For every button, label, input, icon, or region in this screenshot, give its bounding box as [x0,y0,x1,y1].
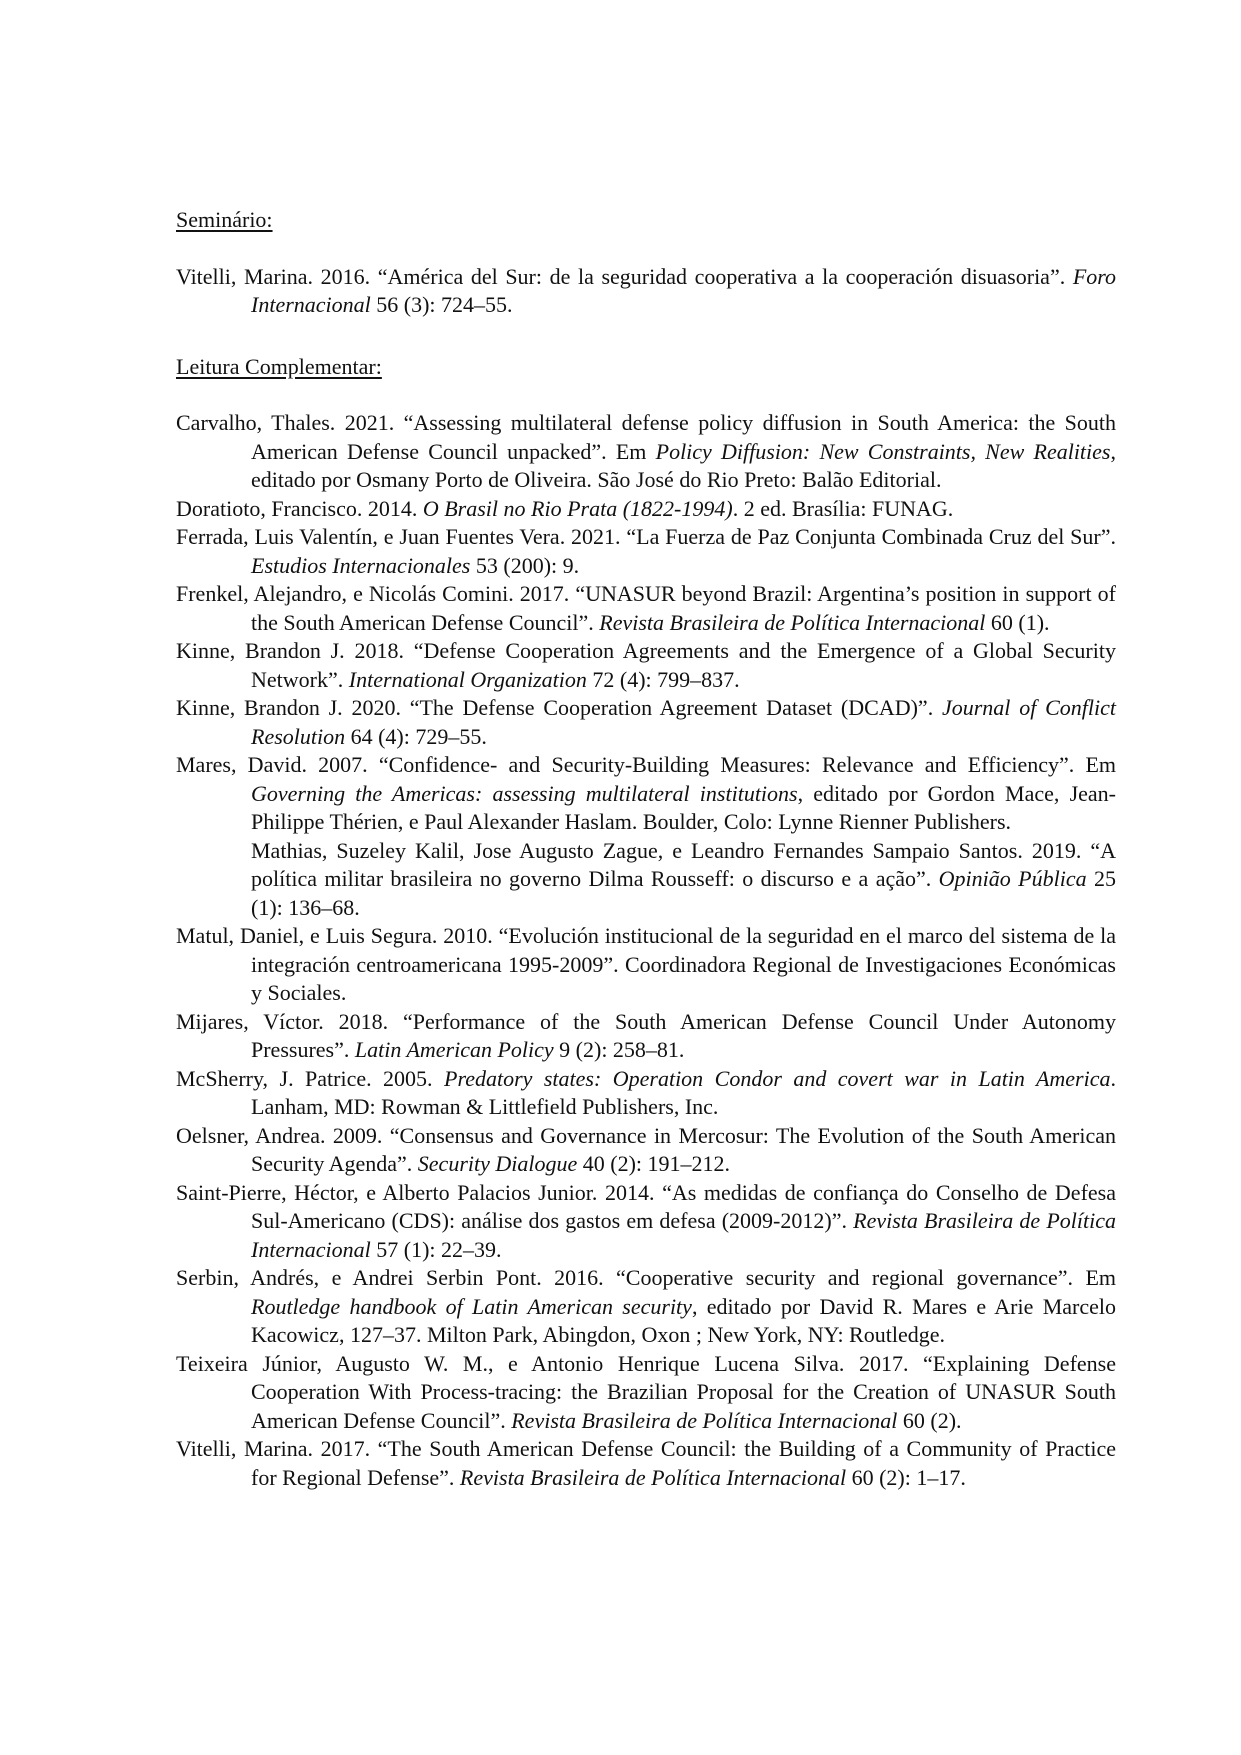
reference-list-leitura-complementar [176,409,1116,1492]
reference-item: Vitelli, Marina. 2016. “América del Sur: de la seguridad cooperativa a la cooperación disuasoria”. Foro Internacional 56 (3): 724–55. [176,263,1116,317]
reference-item: Kinne, Brandon J. 2018. “Defense Cooperation Agreements and the Emergence of a Global Security Network”. International Organization 72 (4): 799–837. [176,638,1116,692]
reference-item: Mijares, Víctor. 2018. “Performance of the South American Defense Council Under Autonomy Pressures”. Latin American Policy 9 (2): 258–81. [176,1008,1116,1062]
reference-list-seminario [176,263,1116,320]
section-heading-seminario: Seminário: [176,207,273,232]
reference-item: Serbin, Andrés, e Andrei Serbin Pont. 2016. “Cooperative security and regional governance”. Em Routledge handbook of Latin American security, editado por David R. Mares e Arie Marcelo Kacowicz, 127–37. Milton Park, Abingdon, Oxon ; New York, NY: Routledge. [176,1265,1116,1347]
reference-item: Carvalho, Thales. 2021. “Assessing multilateral defense policy diffusion in South America: the South American Defense Council unpacked”. Em Policy Diffusion: New Constraints, New Realities, editado por Osmany Porto de Oliveira. São José do Rio Preto: Balão Editorial. [176,410,1116,492]
section-heading-leitura-complementar: Leitura Complementar: [176,353,382,379]
reference-item: Mares, David. 2007. “Confidence- and Security-Building Measures: Relevance and Efficiency”. Em Governing the Americas: assessing multilateral institutions, editado por Gordon Mace, Jean-Philippe Thérien, e Paul Alexander Haslam. Boulder, Colo: Lynne Rienner Publishers. [176,752,1116,834]
reference-item: Saint-Pierre, Héctor, e Alberto Palacios Junior. 2014. “As medidas de confiança do Conselho de Defesa Sul-Americano (CDS): análise dos gastos em defesa (2009-2012)”. Revista Brasileira de Política Internacional 57 (1): 22–39. [176,1179,1116,1262]
reference-item: Ferrada, Luis Valentín, e Juan Fuentes Vera. 2021. “La Fuerza de Paz Conjunta Combinada Cruz del Sur”. Estudios Internacionales 53 (200): 9. [176,524,1116,578]
reference-item: Kinne, Brandon J. 2020. “The Defense Cooperation Agreement Dataset (DCAD)”. Journal of Conflict Resolution 64 (4): 729–55. [176,695,1116,749]
reference-item: Oelsner, Andrea. 2009. “Consensus and Governance in Mercosur: The Evolution of the South American Security Agenda”. Security Dialogue 40 (2): 191–212. [176,1122,1116,1176]
reference-item: McSherry, J. Patrice. 2005. Predatory states: Operation Condor and covert war in Latin America. Lanham, MD: Rowman & Littlefield Publishers, Inc. [176,1065,1116,1119]
reference-item: Matul, Daniel, e Luis Segura. 2010. “Evolución institucional de la seguridad en el marco del sistema de la integración centroamericana 1995-2009”. Coordinadora Regional de Investigaciones Económicas y Sociales. [176,923,1116,1005]
reference-item: Mathias, Suzeley Kalil, Jose Augusto Zague, e Leandro Fernandes Sampaio Santos. 2019. “A política militar brasileira no governo Dilma Rousseff: o discurso e a ação”. Opinião Pública 25 (1): 136–68. [251,837,1116,920]
reference-item: Frenkel, Alejandro, e Nicolás Comini. 2017. “UNASUR beyond Brazil: Argentina’s position in support of the South American Defense Council”. Revista Brasileira de Política Internacional 60 (1). [176,581,1116,635]
document-page [176,206,1116,1492]
reference-item: Teixeira Júnior, Augusto W. M., e Antonio Henrique Lucena Silva. 2017. “Explaining Defense Cooperation With Process-tracing: the Brazilian Proposal for the Creation of UNASUR South American Defense Council”. Revista Brasileira de Política Internacional 60 (2). [176,1350,1116,1433]
reference-item: Doratioto, Francisco. 2014. O Brasil no Rio Prata (1822-1994). 2 ed. Brasília: FUNAG. [176,495,954,521]
reference-item: Vitelli, Marina. 2017. “The South American Defense Council: the Building of a Community of Practice for Regional Defense”. Revista Brasileira de Política Internacional 60 (2): 1–17. [176,1436,1116,1490]
